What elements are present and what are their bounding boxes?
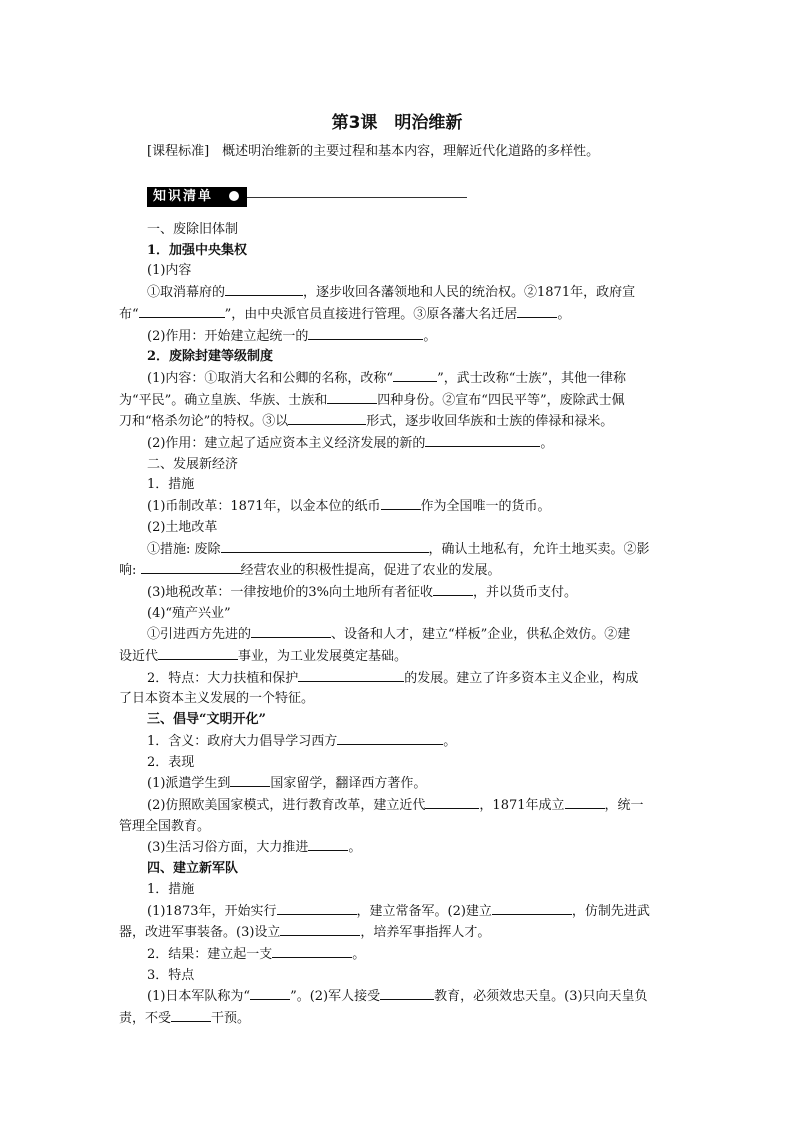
text-line [119, 901, 675, 923]
text-line: 1．措施 [147, 477, 195, 493]
text: 责，不受 [119, 1011, 172, 1027]
text: 。 [348, 840, 362, 856]
text-line: 了日本资本主义发展的一个特征。 [119, 691, 315, 707]
subheading: 1．加强中央集权 [147, 242, 248, 258]
text-line [119, 837, 675, 859]
heading-2: 二、发展新经济 [147, 456, 239, 472]
text-line [119, 411, 675, 433]
text-line [119, 1008, 675, 1030]
text-line: (1)内容 [147, 263, 192, 279]
text-line [119, 560, 675, 582]
fill-blank[interactable] [225, 282, 303, 296]
text: 的发展。建立了许多资本主义企业，构成 [404, 670, 639, 686]
text: (1)派遣学生到 [147, 776, 231, 792]
text: 作为全国唯一的货币。 [420, 499, 551, 515]
fill-blank[interactable] [141, 560, 241, 574]
text: 、设备和人才，建立“样板”企业，供私企效仿。②建 [331, 627, 631, 643]
text: 事业，为工业发展奠定基础。 [238, 649, 408, 665]
text-line: (2)土地改革 [147, 519, 218, 535]
text: ，确认土地私有，允许土地买卖。②影 [428, 541, 650, 557]
text: (2)仿照欧美国家模式，进行教育改革，建立近代 [147, 797, 426, 813]
text: 干预。 [211, 1011, 251, 1027]
text: 为“平民”。确立皇族、华族、士族和 [119, 392, 328, 408]
section-header [147, 186, 467, 208]
fill-blank[interactable] [327, 390, 377, 404]
fill-blank[interactable] [158, 646, 238, 660]
fill-blank[interactable] [288, 411, 366, 425]
text-line [119, 986, 675, 1008]
heading-4: 四、建立新军队 [147, 861, 239, 877]
text: ”，由中央派官员直接进行管理。③原各藩大名迁居 [224, 306, 518, 322]
text: 教育，必须效忠天皇。(3)只向天皇负 [434, 989, 648, 1005]
section-divider [247, 197, 467, 198]
text-line: 2．表现 [147, 754, 195, 770]
fill-blank[interactable] [337, 731, 443, 745]
text: ，统一 [604, 797, 644, 813]
course-standard: [课程标准] 概述明治维新的主要过程和基本内容，理解近代化道路的多样性。 [147, 144, 600, 159]
text: ，1871年成立 [479, 797, 565, 813]
text: ，并以货币支付。 [473, 584, 578, 600]
text-line: 3．特点 [147, 967, 195, 983]
text: ”，武士改称“士族”，其他一律称 [437, 370, 627, 386]
text-line [119, 731, 675, 753]
text-line: (4)“殖产兴业” [147, 605, 231, 621]
text: ，建立常备军。(2)建立 [356, 903, 492, 919]
text: 经营农业的积极性提高，促进了农业的发展。 [240, 563, 501, 579]
text: (2)作用：开始建立起统一的 [147, 328, 309, 344]
fill-blank[interactable] [221, 539, 429, 553]
text: 布“ [119, 306, 139, 322]
text: 。 [557, 306, 571, 322]
text: 2．特点：大力扶植和保护 [147, 670, 299, 686]
text: 响: [119, 563, 141, 579]
text-line [119, 624, 675, 646]
text: (3)生活习俗方面，大力推进 [147, 840, 309, 856]
fill-blank[interactable] [139, 304, 225, 318]
text: 刀和“格杀勿论”的特权。③以 [119, 414, 289, 430]
fill-blank[interactable] [251, 624, 331, 638]
fill-blank[interactable] [272, 944, 352, 958]
fill-blank[interactable] [280, 922, 360, 936]
text-line [119, 368, 675, 390]
fill-blank[interactable] [517, 304, 557, 318]
text-line [119, 539, 675, 561]
text: 。 [443, 733, 457, 749]
text: (1)日本军队称为“ [147, 989, 251, 1005]
text-line [119, 668, 675, 690]
text: 2．结果：建立起一支 [147, 946, 273, 962]
text: (1)1873年，开始实行 [147, 903, 277, 919]
text: 国家留学，翻译西方著作。 [270, 776, 427, 792]
text-line [119, 326, 675, 348]
fill-blank[interactable] [425, 795, 479, 809]
page-title: 第3课 明治维新 [331, 113, 463, 133]
fill-blank[interactable] [425, 433, 540, 447]
text-line: 管理全国教育。 [119, 818, 211, 834]
heading-3: 三、倡导“文明开化” [147, 712, 266, 728]
text: ①措施: 废除 [147, 541, 221, 557]
text-line [119, 922, 675, 944]
fill-blank[interactable] [380, 986, 434, 1000]
text: 1．含义：政府大力倡导学习西方 [147, 733, 338, 749]
heading-1: 一、废除旧体制 [147, 222, 239, 237]
text-line: 1．措施 [147, 881, 195, 897]
text: 形式，逐步收回华族和士族的俸禄和禄米。 [366, 414, 614, 430]
text: ，仿制先进武 [571, 903, 650, 919]
text-line [119, 773, 675, 795]
fill-blank[interactable] [308, 326, 423, 340]
section-label-text: 知识清单 [153, 189, 214, 204]
text: ①取消幕府的 [147, 285, 226, 301]
fill-blank[interactable] [393, 368, 437, 382]
fill-blank[interactable] [565, 795, 605, 809]
fill-blank[interactable] [230, 773, 270, 787]
text: 设近代 [119, 649, 159, 665]
text: 器，改进军事装备。(3)设立 [119, 925, 281, 941]
text: ，培养军事指挥人才。 [360, 925, 491, 941]
fill-blank[interactable] [433, 582, 473, 596]
text-line [119, 304, 675, 326]
fill-blank[interactable] [381, 496, 421, 510]
fill-blank[interactable] [492, 901, 572, 915]
fill-blank[interactable] [298, 668, 404, 682]
bullet-dot-icon [229, 191, 239, 201]
text-line [119, 496, 675, 518]
text: ，逐步收回各藩领地和人民的统治权。②1871年，政府宣 [303, 285, 636, 301]
text-line [119, 282, 675, 304]
fill-blank[interactable] [277, 901, 357, 915]
text-line [119, 582, 675, 604]
text: ①引进西方先进的 [147, 627, 252, 643]
text: 。 [423, 328, 437, 344]
fill-blank[interactable] [308, 837, 348, 851]
text: (2)作用：建立起了适应资本主义经济发展的新的 [147, 436, 426, 452]
text-line [119, 390, 675, 412]
text: (1)币制改革：1871年，以金本位的纸币 [147, 499, 381, 515]
text: (1)内容：①取消大名和公卿的名称，改称“ [147, 370, 394, 386]
text-line [119, 944, 675, 966]
subheading: 2．废除封建等级制度 [147, 349, 274, 365]
text: 四种身份。②宣布“四民平等”，废除武士佩 [377, 392, 625, 408]
fill-blank[interactable] [250, 986, 290, 1000]
text: ”。(2)军人接受 [290, 989, 381, 1005]
text: 。 [352, 946, 366, 962]
text-line [119, 646, 675, 668]
text: 。 [540, 436, 554, 452]
fill-blank[interactable] [171, 1008, 211, 1022]
content-body [119, 220, 675, 1030]
text-line [119, 433, 675, 455]
text: (3)地税改革：一律按地价的3%向土地所有者征收 [147, 584, 434, 600]
text-line [119, 795, 675, 817]
